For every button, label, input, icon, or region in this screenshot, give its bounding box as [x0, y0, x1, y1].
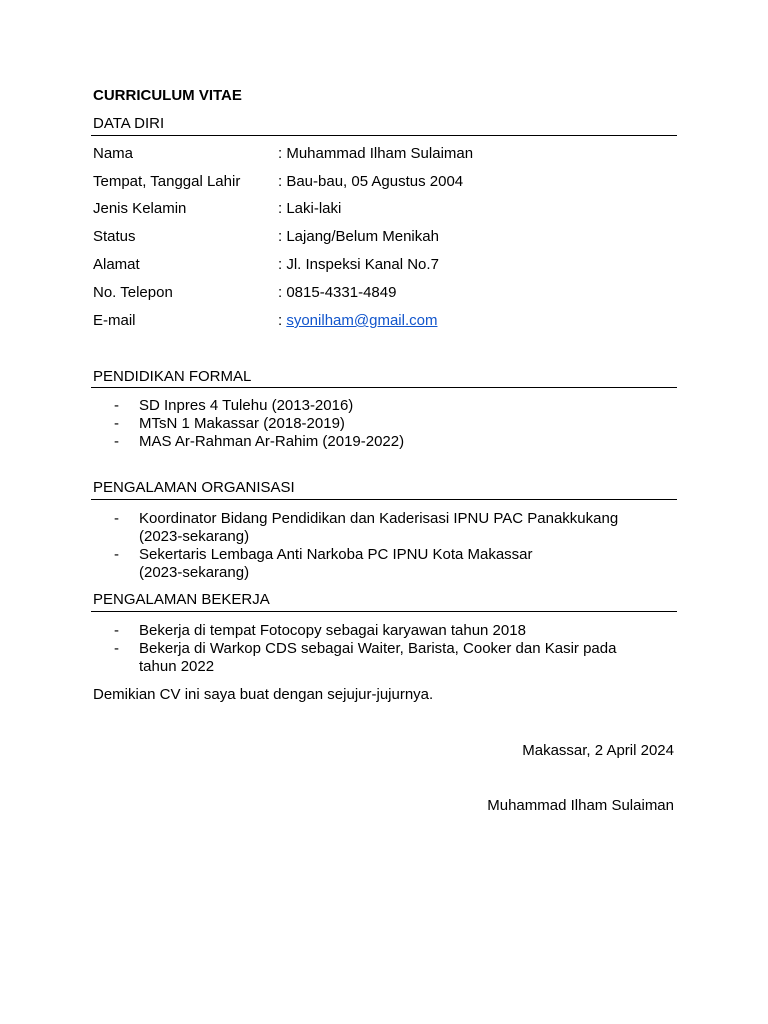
email-prefix: :: [278, 312, 287, 329]
field-value-status: : Lajang/Belum Menikah: [278, 228, 439, 245]
list-item: Sekertaris Lembaga Anti Narkoba PC IPNU Kota Makassar: [139, 546, 533, 563]
email-link[interactable]: syonilham@gmail.com: [286, 312, 438, 329]
field-value-alamat: : Jl. Inspeksi Kanal No.7: [278, 256, 439, 273]
field-value-email: [278, 312, 437, 330]
field-value-telepon: : 0815-4331-4849: [278, 284, 397, 301]
list-item: Koordinator Bidang Pendidikan dan Kaderisasi IPNU PAC Panakkukang: [139, 510, 619, 527]
field-value-nama: : Muhammad Ilham Sulaiman: [278, 145, 474, 162]
bullet-dash: -: [114, 415, 119, 432]
bullet-dash: -: [114, 397, 119, 414]
section-divider: [91, 499, 677, 500]
field-label-jenis-kelamin: Jenis Kelamin: [93, 200, 187, 217]
section-divider: [91, 135, 677, 136]
closing-statement: Demikian CV ini saya buat dengan sejujur-jujurnya.: [93, 686, 434, 703]
signature-name: Muhammad Ilham Sulaiman: [487, 797, 674, 814]
field-label-alamat: Alamat: [93, 256, 140, 273]
field-label-nama: Nama: [93, 145, 134, 162]
section-heading-data-diri: DATA DIRI: [93, 115, 165, 132]
section-divider: [91, 387, 677, 388]
list-item-continuation: tahun 2022: [139, 658, 215, 675]
field-label-telepon: No. Telepon: [93, 284, 173, 301]
list-item-continuation: (2023-sekarang): [139, 528, 250, 545]
field-label-status: Status: [93, 228, 136, 245]
field-value-ttl: : Bau-bau, 05 Agustus 2004: [278, 173, 464, 190]
bullet-dash: -: [114, 510, 119, 527]
document-title: CURRICULUM VITAE: [93, 87, 242, 104]
bullet-dash: -: [114, 640, 119, 657]
section-heading-bekerja: PENGALAMAN BEKERJA: [93, 591, 270, 608]
list-item: Bekerja di Warkop CDS sebagai Waiter, Barista, Cooker dan Kasir pada: [139, 640, 617, 657]
list-item-continuation: (2023-sekarang): [139, 564, 250, 581]
field-value-jenis-kelamin: : Laki-laki: [278, 200, 342, 217]
section-heading-pendidikan: PENDIDIKAN FORMAL: [93, 368, 252, 385]
field-label-ttl: Tempat, Tanggal Lahir: [93, 173, 241, 190]
list-item: Bekerja di tempat Fotocopy sebagai karyawan tahun 2018: [139, 622, 526, 639]
bullet-dash: -: [114, 546, 119, 563]
list-item: MTsN 1 Makassar (2018-2019): [139, 415, 345, 432]
bullet-dash: -: [114, 433, 119, 450]
section-divider: [91, 611, 677, 612]
place-date: Makassar, 2 April 2024: [522, 742, 674, 759]
list-item: SD Inpres 4 Tulehu (2013-2016): [139, 397, 354, 414]
bullet-dash: -: [114, 622, 119, 639]
field-label-email: E-mail: [93, 312, 136, 329]
list-item: MAS Ar-Rahman Ar-Rahim (2019-2022): [139, 433, 405, 450]
section-heading-organisasi: PENGALAMAN ORGANISASI: [93, 479, 295, 496]
